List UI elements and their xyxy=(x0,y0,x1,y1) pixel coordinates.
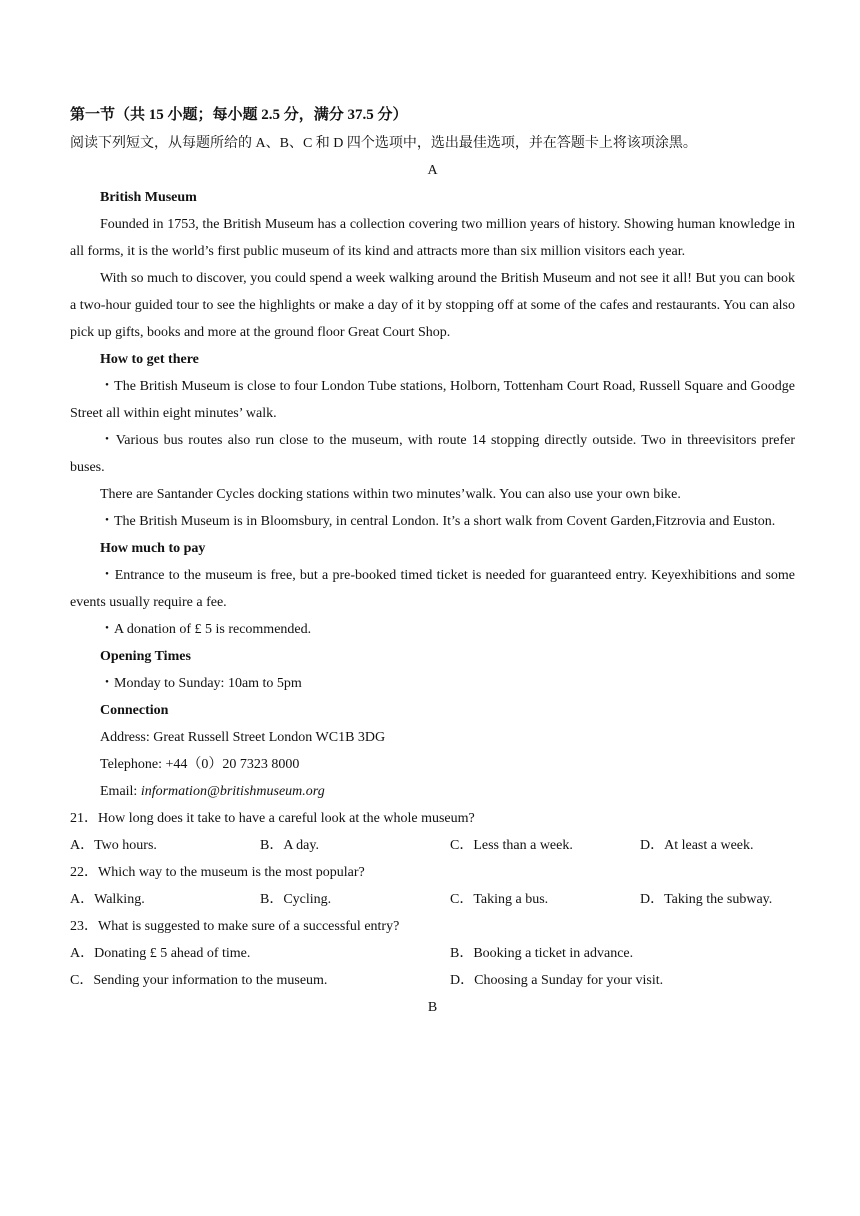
question-23-options-row-1 xyxy=(70,940,795,967)
passage-title: British Museum xyxy=(100,190,197,205)
question-22-option-c: C．Taking a bus. xyxy=(450,892,549,907)
question-22-option-a: A．Walking. xyxy=(70,892,145,907)
opening-times-bullet: ・Monday to Sunday: 10am to 5pm xyxy=(100,676,302,691)
email-address: information@britishmuseum.org xyxy=(140,784,325,799)
question-23-option-d: D．Choosing a Sunday for your visit. xyxy=(450,973,664,988)
how-much-to-pay-heading: How much to pay xyxy=(100,541,206,556)
question-21-option-a: A．Two hours. xyxy=(70,838,157,853)
email-line xyxy=(70,778,795,805)
opening-times-heading: Opening Times xyxy=(100,649,191,664)
question-23-option-c: C．Sending your information to the museum. xyxy=(70,973,328,988)
question-21-option-d: D．At least a week. xyxy=(640,838,754,853)
question-22-options xyxy=(70,886,795,913)
question-23-option-a: A．Donating £ 5 ahead of time. xyxy=(70,946,251,961)
section-instruction: 阅读下列短文，从每题所给的 A、B、C 和 D 四个选项中，选出最佳选项，并在答题卡上将该项涂黑。 xyxy=(70,136,697,151)
section-heading: 第一节（共 15 小题；每小题 2.5 分，满分 37.5 分） xyxy=(70,107,408,123)
connection-heading: Connection xyxy=(100,703,169,718)
address-line: Address: Great Russell Street London WC1B 3DG xyxy=(100,730,386,745)
how-to-get-there-heading: How to get there xyxy=(100,352,199,367)
question-22-option-b: B．Cycling. xyxy=(260,892,332,907)
question-21-option-c: C．Less than a week. xyxy=(450,838,573,853)
cycles-paragraph: There are Santander Cycles docking stations within two minutes’walk. You can also use your own bike. xyxy=(100,487,681,502)
entrance-bullet: ・Entrance to the museum is free, but a pre-booked timed ticket is needed for guaranteed entry. Keyexhibitions and some events usually require a fee. xyxy=(70,568,795,610)
passage-paragraph-1: Founded in 1753, the British Museum has a collection covering two million years of history. Showing human knowledge in all forms, it is the world’s first public museum of its kind and attracts more than six million visitors each year. xyxy=(70,217,795,259)
passage-paragraph-2: With so much to discover, you could spend a week walking around the British Museum and not see it all! But you can book a two-hour guided tour to see the highlights or make a day of it by stopping off at some of the cafes and restaurants. You can also pick up gifts, books and more at the ground floor Great Court Shop. xyxy=(70,271,795,340)
question-21-stem: 21．How long does it take to have a careful look at the whole museum? xyxy=(70,811,475,826)
question-23-option-b: B．Booking a ticket in advance. xyxy=(450,946,634,961)
question-21-options xyxy=(70,832,795,859)
question-23-options-row-2 xyxy=(70,967,795,994)
question-21-option-b: B．A day. xyxy=(260,838,319,853)
passage-b-letter: B xyxy=(427,1000,438,1015)
location-bullet: ・The British Museum is in Bloomsbury, in central London. It’s a short walk from Covent Garden,Fitzrovia and Euston. xyxy=(100,514,776,529)
tube-stations-bullet: ・The British Museum is close to four London Tube stations, Holborn, Tottenham Court Road, Russell Square and Goodge Street all within eight minutes’ walk. xyxy=(70,379,795,421)
question-22-stem: 22．Which way to the museum is the most popular? xyxy=(70,865,365,880)
question-23-stem: 23．What is suggested to make sure of a successful entry? xyxy=(70,919,400,934)
exam-page xyxy=(70,100,795,1021)
email-label: Email: xyxy=(100,784,141,799)
telephone-line: Telephone: +44（0）20 7323 8000 xyxy=(100,757,300,772)
question-22-option-d: D．Taking the subway. xyxy=(640,892,773,907)
donation-bullet: ・A donation of £ 5 is recommended. xyxy=(100,622,312,637)
bus-routes-bullet: ・Various bus routes also run close to the museum, with route 14 stopping directly outside. Two in threevisitors prefer buses. xyxy=(70,433,795,475)
passage-a-letter: A xyxy=(427,163,438,178)
